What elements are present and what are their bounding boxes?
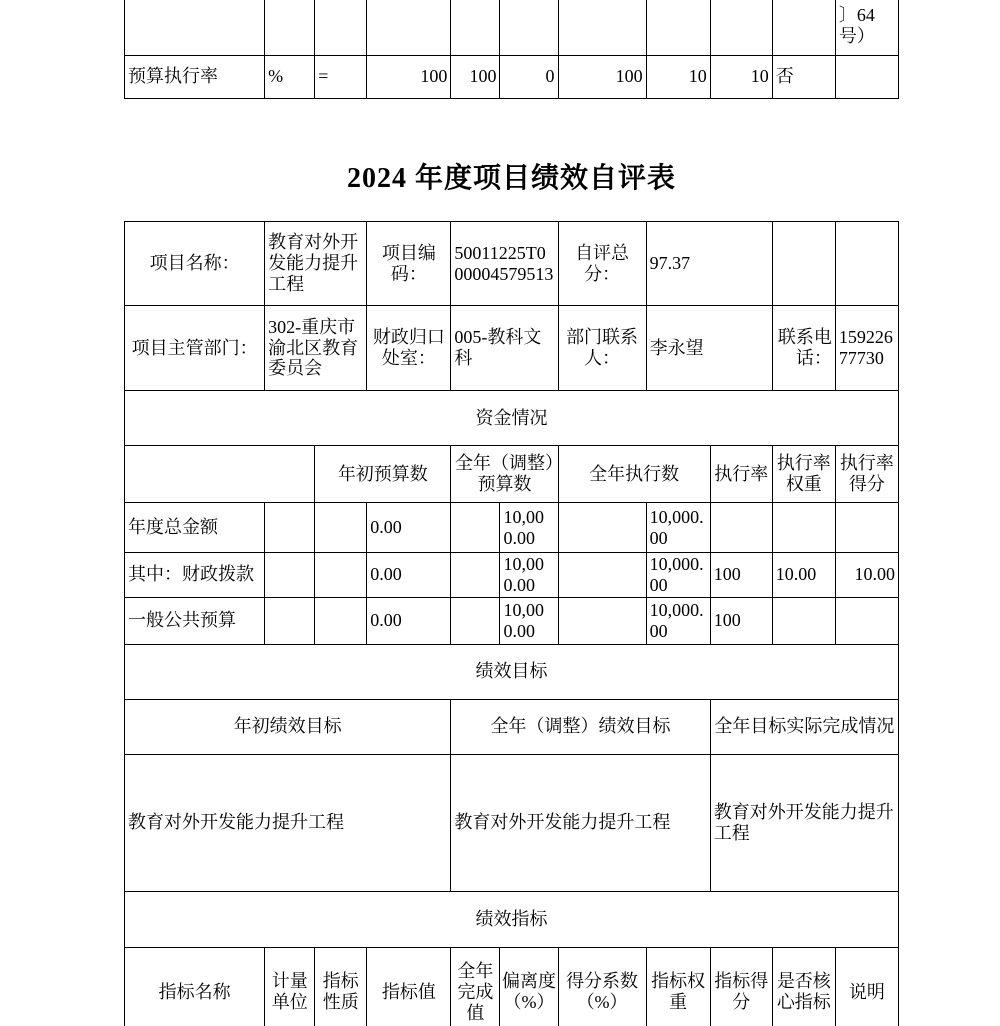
indicator-unit-cell: % [265, 55, 315, 98]
funds-executed-value: 10,000.00 [646, 597, 710, 644]
funds-initial-value: 0.00 [367, 597, 451, 644]
table-row [125, 55, 899, 98]
empty-cell [558, 597, 646, 644]
indicator-completed-cell: 100 [451, 55, 500, 98]
funds-initial-value: 0.00 [367, 503, 451, 553]
funds-col-initial: 年初预算数 [315, 446, 451, 503]
section-title-row [125, 391, 899, 446]
empty-cell [451, 597, 500, 644]
empty-cell [315, 503, 367, 553]
indicators-header-row [125, 947, 899, 1026]
empty-cell [835, 55, 898, 98]
phone-label: 联系电话： [772, 306, 835, 391]
indicator-core-cell: 否 [772, 55, 835, 98]
empty-cell [315, 0, 367, 55]
indicators-col-note: 说明 [835, 947, 898, 1026]
funds-initial-value: 0.00 [367, 553, 451, 598]
empty-cell [772, 0, 835, 55]
doc-ref-tail-cell: 〕64号） [835, 0, 898, 55]
indicators-col-weight: 指标权重 [646, 947, 710, 1026]
funds-col-adjusted: 全年（调整）预算数 [451, 446, 558, 503]
indicator-target-cell: 100 [367, 55, 451, 98]
goals-section-title: 绩效目标 [125, 644, 899, 699]
funds-row-label: 一般公共预算 [125, 597, 265, 644]
empty-cell [265, 597, 315, 644]
goals-data-row [125, 754, 899, 891]
funds-executed-value: 10,000.00 [646, 503, 710, 553]
indicators-col-core: 是否核心指标 [772, 947, 835, 1026]
indicators-col-value: 指标值 [367, 947, 451, 1026]
project-info-row [125, 222, 899, 306]
page-title: 2024 年度项目绩效自评表 [346, 163, 676, 194]
funds-adjusted-value: 10,000.00 [500, 597, 558, 644]
funds-data-row [125, 553, 899, 598]
funds-rate-value: 100 [710, 553, 772, 598]
indicators-col-coefficient: 得分系数（%） [558, 947, 646, 1026]
empty-cell [265, 553, 315, 598]
indicators-col-unit: 计量单位 [265, 947, 315, 1026]
goals-col-adjusted: 全年（调整）绩效目标 [451, 699, 710, 754]
indicators-section-title: 绩效指标 [125, 891, 899, 947]
previous-indicator-table [124, 0, 899, 99]
funds-row-label: 年度总金额 [125, 503, 265, 553]
department-label: 项目主管部门： [125, 306, 265, 391]
funds-rate-weight-value: 10.00 [772, 553, 835, 598]
empty-cell [451, 503, 500, 553]
funds-adjusted-value: 10,000.00 [500, 553, 558, 598]
funds-col-rate: 执行率 [710, 446, 772, 503]
empty-cell [315, 553, 367, 598]
empty-cell [710, 0, 772, 55]
indicators-col-name: 指标名称 [125, 947, 265, 1026]
project-code-label: 项目编码： [367, 222, 451, 306]
funds-rate-value [710, 503, 772, 553]
empty-cell [451, 553, 500, 598]
funds-data-row [125, 597, 899, 644]
empty-cell [646, 0, 710, 55]
indicator-deviation-cell: 0 [500, 55, 558, 98]
funds-rate-value: 100 [710, 597, 772, 644]
project-name-value: 教育对外开发能力提升工程 [265, 222, 367, 306]
indicators-col-score: 指标得分 [710, 947, 772, 1026]
funds-header-row [125, 446, 899, 503]
empty-cell [500, 0, 558, 55]
section-title-row [125, 644, 899, 699]
empty-cell [558, 553, 646, 598]
funds-row-label: 其中：财政拨款 [125, 553, 265, 598]
empty-cell [125, 446, 315, 503]
empty-cell [558, 0, 646, 55]
section-title-row [125, 891, 899, 947]
funds-col-rate-weight: 执行率权重 [772, 446, 835, 503]
self-score-value: 97.37 [646, 222, 772, 306]
funds-rate-weight-value [772, 597, 835, 644]
empty-cell [315, 597, 367, 644]
empty-cell [835, 222, 898, 306]
contact-person-label: 部门联系人： [558, 306, 646, 391]
funds-executed-value: 10,000.00 [646, 553, 710, 598]
funds-rate-score-value [835, 503, 898, 553]
funds-section-title: 资金情况 [125, 391, 899, 446]
funds-col-rate-score: 执行率得分 [835, 446, 898, 503]
indicator-score-cell: 10 [710, 55, 772, 98]
funds-col-executed: 全年执行数 [558, 446, 710, 503]
indicator-coefficient-cell: 100 [558, 55, 646, 98]
project-info-row [125, 306, 899, 391]
phone-value: 15922677730 [835, 306, 898, 391]
empty-cell [558, 503, 646, 553]
indicator-name-cell: 预算执行率 [125, 55, 265, 98]
funds-rate-weight-value [772, 503, 835, 553]
empty-cell [265, 0, 315, 55]
goals-col-actual: 全年目标实际完成情况 [710, 699, 898, 754]
funds-rate-score-value: 10.00 [835, 553, 898, 598]
contact-person-value: 李永望 [646, 306, 772, 391]
indicator-weight-cell: 10 [646, 55, 710, 98]
empty-cell [451, 0, 500, 55]
funds-rate-score-value [835, 597, 898, 644]
empty-cell [772, 222, 835, 306]
finance-office-label: 财政归口处室： [367, 306, 451, 391]
table-row [125, 0, 899, 55]
indicators-col-deviation: 偏离度（%） [500, 947, 558, 1026]
department-value: 302-重庆市渝北区教育委员会 [265, 306, 367, 391]
funds-data-row [125, 503, 899, 553]
empty-cell [367, 0, 451, 55]
goals-adjusted-value: 教育对外开发能力提升工程 [451, 754, 710, 891]
goals-col-initial: 年初绩效目标 [125, 699, 451, 754]
indicators-col-completed: 全年完成值 [451, 947, 500, 1026]
project-code-value: 50011225T000004579513 [451, 222, 558, 306]
funds-adjusted-value: 10,000.00 [500, 503, 558, 553]
goals-header-row [125, 699, 899, 754]
finance-office-value: 005-教科文科 [451, 306, 558, 391]
project-name-label: 项目名称： [125, 222, 265, 306]
empty-cell [265, 503, 315, 553]
indicator-nature-cell: = [315, 55, 367, 98]
indicators-col-nature: 指标性质 [315, 947, 367, 1026]
self-evaluation-table [124, 221, 899, 1026]
self-score-label: 自评总分： [558, 222, 646, 306]
empty-cell [125, 0, 265, 55]
goals-actual-value: 教育对外开发能力提升工程 [710, 754, 898, 891]
goals-initial-value: 教育对外开发能力提升工程 [125, 754, 451, 891]
